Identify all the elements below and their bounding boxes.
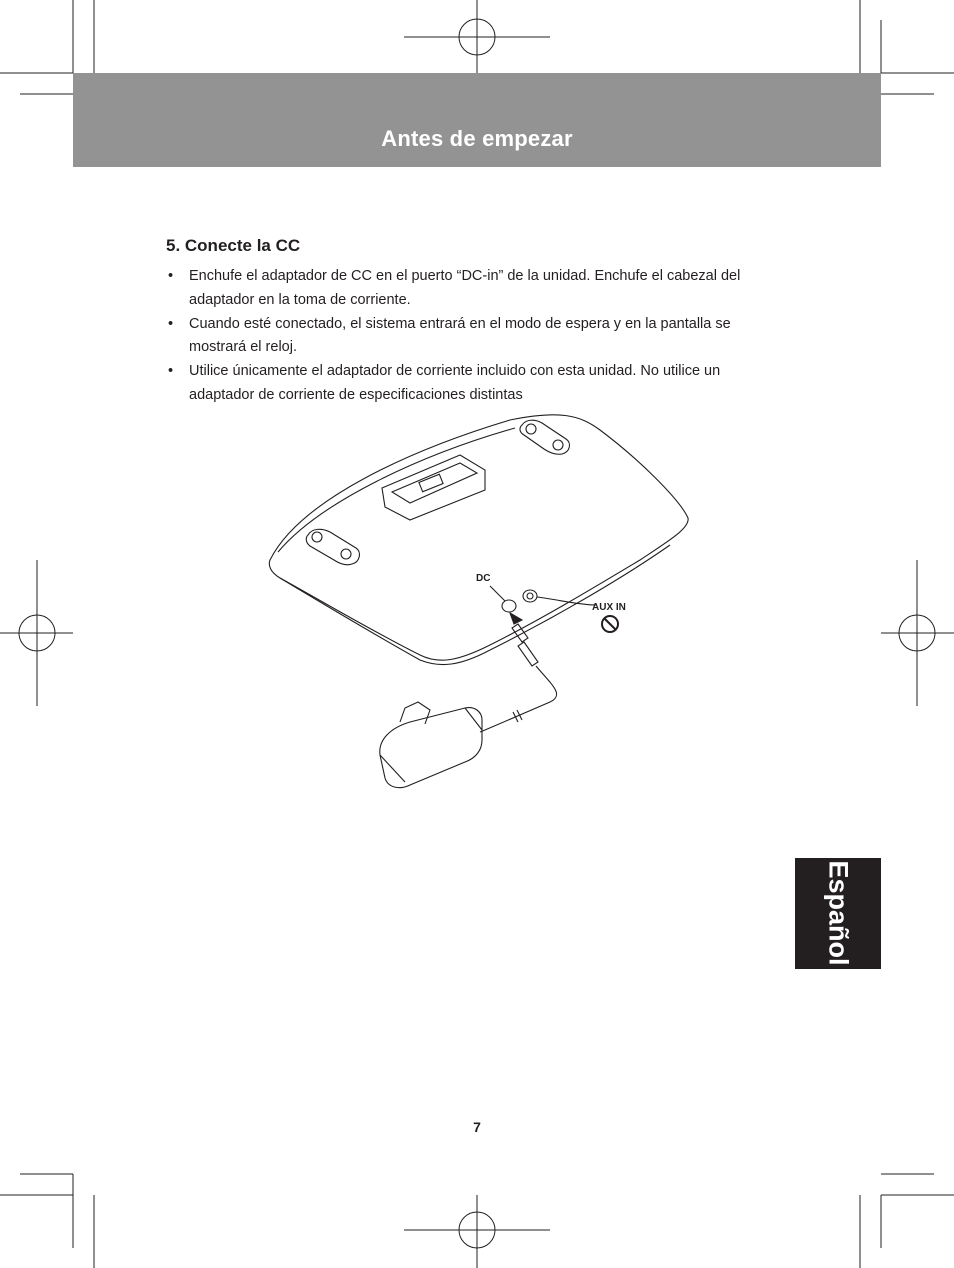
no-entry-icon [602,616,618,632]
bullet-list [166,265,766,407]
left-button-pad [306,529,359,564]
language-label: Español [823,860,854,966]
dc-port [502,600,516,612]
page-number: 7 [473,1119,481,1135]
dc-callout-label: DC [476,573,491,584]
bullet-text-line: adaptador en la toma de corriente. [189,291,411,308]
bullet-text-line: Enchufe el adaptador de CC en el puerto “DC-in” de la unidad. Enchufe el cabezal del [189,268,741,284]
list-item [166,313,766,360]
aux-port [523,590,537,602]
bullet-text-line: Cuando esté conectado, el sistema entrará en el modo de espera y en la pantalla se [189,315,731,332]
bullet-marker: • [168,268,174,284]
bullet-marker: • [168,315,174,332]
step-heading: 5. Conecte la CC [166,236,301,255]
device-connection-illustration [260,410,700,805]
aux-in-callout-label: AUX IN [592,602,626,613]
list-item [166,265,766,312]
dc-cable [480,666,557,732]
list-item [166,360,766,407]
page-title: Antes de empezar [381,126,573,151]
device-body [269,415,688,660]
bullet-marker: • [168,363,174,379]
bullet-text-line: mostrará el reloj. [189,339,297,355]
bullet-text-line: Utilice únicamente el adaptador de corriente incluido con esta unidad. No utilice un [189,363,721,379]
power-adapter [380,708,482,788]
instruction-section [166,236,766,408]
bullet-text-line: adaptador de corriente de especificaciones distintas [189,386,523,403]
header-band [73,73,881,167]
